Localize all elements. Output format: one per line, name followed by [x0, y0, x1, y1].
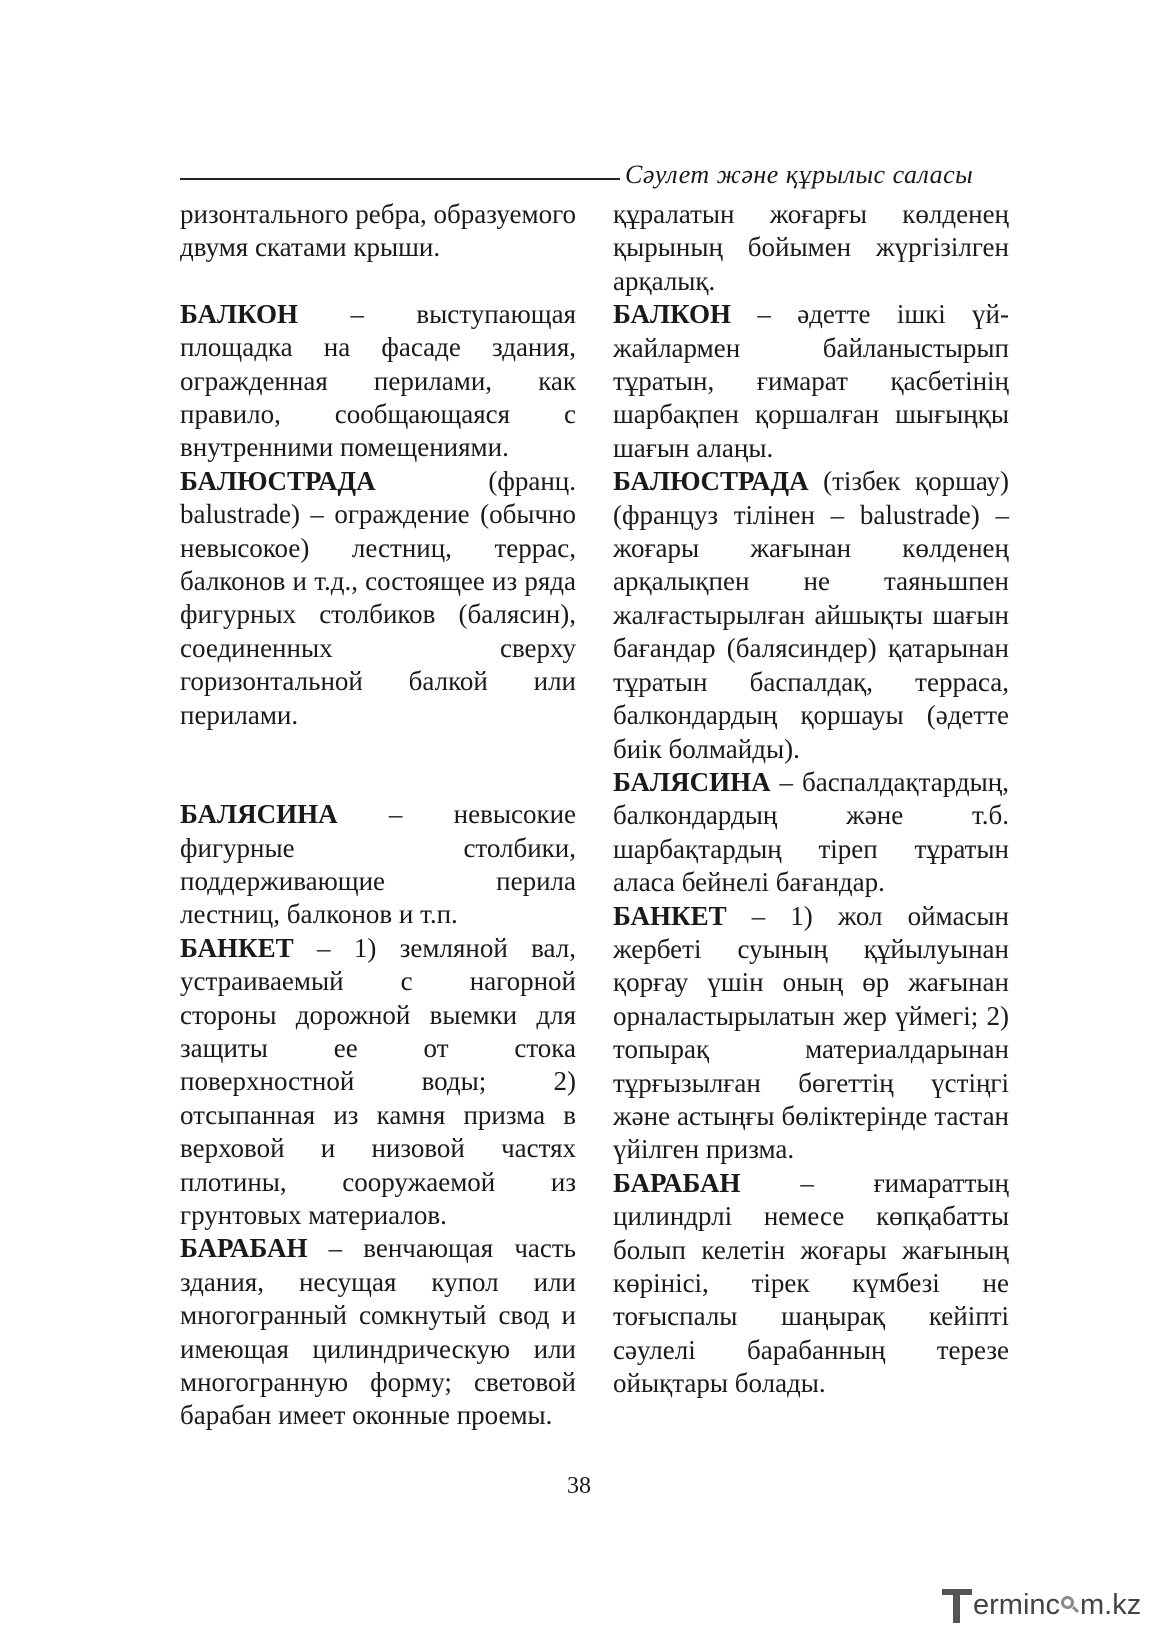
- entry-term: БАРАБАН: [613, 1167, 741, 1198]
- entry-term: БАНКЕТ: [613, 900, 727, 931]
- left-entry-banket: [180, 932, 576, 1233]
- entry-text: – выступающая площадка на фасаде здания, огражденная перилами, как правило, сообщающаяся с внутренними помещениями.: [180, 298, 576, 463]
- right-continuation: құралатын жоғарғы көлденең қырының бойымен жүргізілген арқалық.: [613, 199, 1009, 296]
- right-entry-baraban: [613, 1167, 1009, 1401]
- entry-term: БАЛЯСИНА: [613, 766, 771, 797]
- entry-term: БАЛЮСТРАДА: [613, 466, 809, 497]
- logo-t-icon: [942, 1587, 972, 1623]
- entry-term: БАНКЕТ: [180, 932, 294, 963]
- entry-text: (тізбек қоршау) (француз тілінен – balustrade) – жоғары жағынан көлденең арқалықпен не таяньшпен жалғастырылған айшықты шағын бағандар (балясиндер) қатарынан тұратын баспалдақ, терраса, балкондардың қоршауы (әдетте биік болмайды).: [613, 466, 1009, 764]
- page-number: 38: [567, 1473, 591, 1499]
- logo-text-part1: ermin: [973, 1588, 1046, 1621]
- left-continuation: ризонтального ребра, образуемого двумя скатами крыши.: [180, 199, 576, 263]
- entry-term: БАРАБАН: [180, 1233, 308, 1264]
- left-entry-balyasina: [180, 798, 576, 932]
- logo-text-part2: c: [1045, 1588, 1061, 1621]
- termincom-logo[interactable]: [942, 1583, 1141, 1627]
- right-entry-balkon: [613, 298, 1009, 465]
- right-column: [613, 198, 1009, 1401]
- magnifier-icon: [1061, 1595, 1079, 1615]
- entry-term: БАЛЮСТРАДА: [180, 465, 376, 496]
- left-column: [180, 198, 576, 1433]
- entry-text: – невысокие фигурные столбики, поддерживающие перила лестниц, балконов и т.п.: [180, 799, 576, 930]
- entry-text: – венчающая часть здания, несущая купол или многогранный сомкнутый свод и имеющая цилиндрическую или многогранную форму; световой барабан имеет оконные проемы.: [180, 1233, 576, 1431]
- entry-text: – 1) жол оймасын жербеті суының құйылуынан қорғау үшін оның өр жағынан орналастырылатын жер үймегі; 2) топырақ материалдарынан тұрғызылған бөгеттің үстіңгі және астыңғы бөліктерінде тастан үйілген призма.: [613, 900, 1009, 1165]
- entry-text: – баспалдақтардың, балкондардың және т.б. шарбақтардың тіреп тұратын аласа бейнелі бағандар.: [613, 766, 1009, 898]
- logo-text-part3: m.kz: [1080, 1588, 1142, 1621]
- right-entry-balustrada: [613, 465, 1009, 766]
- entry-text: (франц. balustrade) – ограждение (обычно невысокое) лестниц, террас, балконов и т.д., состоящее из ряда фигурных столбиков (балясин), соединенных сверху горизонтальной балкой или перилами.: [180, 465, 576, 730]
- running-header: Сәулет және құрылыс саласы: [625, 160, 974, 189]
- right-entry-banket: [613, 900, 1009, 1167]
- entry-text: – ғимараттың цилиндрлі немесе көпқабатты болып келетін жоғары жағының көрінісі, тірек күмбезі не тоғыспалы шаңырақ кейіпті сәулелі барабанның терезе ойықтары болады.: [613, 1167, 1009, 1399]
- header-rule: [180, 178, 620, 180]
- entry-term: БАЛЯСИНА: [180, 799, 338, 830]
- left-entry-balkon: [180, 298, 576, 465]
- left-entry-balustrada: [180, 465, 576, 732]
- entry-term: БАЛКОН: [613, 299, 732, 330]
- entry-text: – 1) земляной вал, устраиваемый с нагорной стороны дорожной выемки для защиты ее от стока поверхностной воды; 2) отсыпанная из камня призма в верховой и низовой частях плотины, сооружаемой из грунтовых материалов.: [180, 932, 576, 1230]
- entry-text: – әдетте ішкі үй-жайлармен байланыстырып тұратын, ғимарат қасбетінің шарбақпен қоршалған шығыңқы шағын алаңы.: [613, 299, 1009, 463]
- right-entry-balyasina: [613, 766, 1009, 900]
- entry-term: БАЛКОН: [180, 298, 299, 329]
- left-entry-baraban: [180, 1232, 576, 1432]
